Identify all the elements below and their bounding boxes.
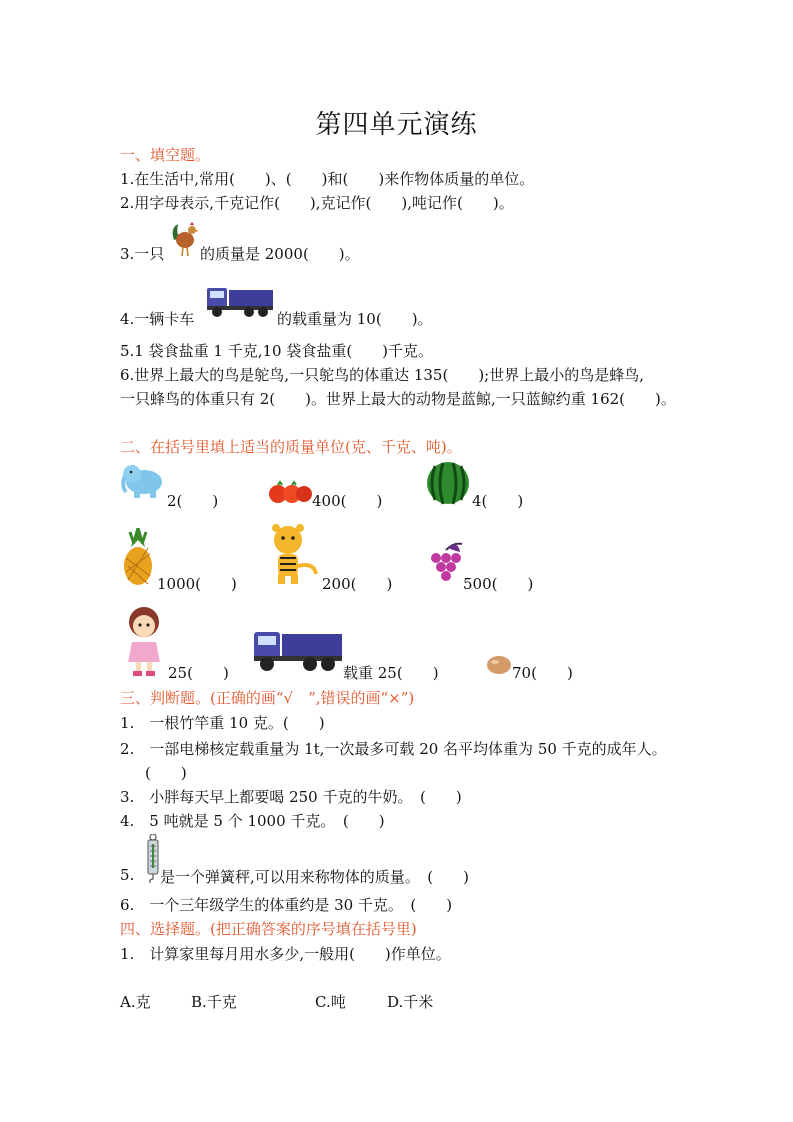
s4-question-1: 1. 计算家里每月用水多少,一般用( )作单位。 bbox=[120, 945, 451, 963]
rooster-image bbox=[168, 220, 200, 258]
girl-image bbox=[120, 604, 168, 678]
s3-question-2-line2: ( ) bbox=[145, 764, 187, 782]
s4-option-a: A.克 bbox=[120, 993, 151, 1011]
s3-question-5-suffix: 是一个弹簧秤,可以用来称物体的质量。 ( ) bbox=[160, 868, 469, 886]
s1-question-6-line2: 一只蜂鸟的体重只有 2( )。世界上最大的动物是蓝鲸,一只蓝鲸约重 162( )。 bbox=[120, 390, 676, 408]
tomatoes-image bbox=[268, 478, 312, 506]
spring-scale-image bbox=[145, 834, 161, 884]
truck-image bbox=[205, 280, 275, 318]
s3-question-3: 3. 小胖每天早上都要喝 250 千克的牛奶。 ( ) bbox=[120, 788, 462, 806]
s1-question-6-line1: 6.世界上最大的鸟是鸵鸟,一只鸵鸟的体重达 135( );世界上最小的鸟是蜂鸟, bbox=[120, 366, 645, 384]
watermelon-image bbox=[425, 460, 471, 506]
s3-question-5-prefix: 5. bbox=[120, 866, 135, 884]
s2-item-grapes: 500( ) bbox=[463, 575, 534, 593]
s2-item-watermelon: 4( ) bbox=[472, 492, 524, 510]
elephant-image bbox=[120, 460, 166, 500]
s1-question-4-prefix: 4.一辆卡车 bbox=[120, 310, 195, 328]
s1-question-4-suffix: 的载重量为 10( )。 bbox=[277, 310, 433, 328]
s4-option-c: C.吨 bbox=[315, 993, 346, 1011]
s1-question-1: 1.在生活中,常用( )、( )和( )来作物体质量的单位。 bbox=[120, 170, 535, 188]
s3-question-2-line1: 2. 一部电梯核定载重量为 1t,一次最多可载 20 名平均体重为 50 千克的成年人。 bbox=[120, 740, 667, 758]
s2-item-pineapple: 1000( ) bbox=[157, 575, 237, 593]
s2-item-tiger: 200( ) bbox=[322, 575, 393, 593]
section-4-heading: 四、选择题。(把正确答案的序号填在括号里) bbox=[120, 920, 417, 938]
grapes-image bbox=[428, 540, 464, 584]
s1-question-5: 5.1 袋食盐重 1 千克,10 袋食盐重( )千克。 bbox=[120, 342, 434, 360]
section-3-heading: 三、判断题。(正确的画“√ ”,错误的画“×”) bbox=[120, 689, 415, 707]
s2-item-truck: 载重 25( ) bbox=[343, 664, 439, 682]
s2-item-girl: 25( ) bbox=[168, 664, 229, 682]
s1-question-3-suffix: 的质量是 2000( )。 bbox=[200, 245, 360, 263]
section-2-heading: 二、在括号里填上适当的质量单位(克、千克、吨)。 bbox=[120, 438, 462, 456]
truck-image-2 bbox=[252, 622, 344, 672]
s4-option-b: B.千克 bbox=[191, 993, 237, 1011]
s2-item-tomatoes: 400( ) bbox=[312, 492, 383, 510]
s3-question-6: 6. 一个三年级学生的体重约是 30 千克。 ( ) bbox=[120, 896, 453, 914]
s4-option-d: D.千米 bbox=[387, 993, 434, 1011]
section-1-heading: 一、填空题。 bbox=[120, 146, 211, 164]
tiger-image bbox=[258, 522, 322, 586]
s3-question-1: 1. 一根竹竿重 10 克。( ) bbox=[120, 714, 325, 732]
s1-question-3-prefix: 3.一只 bbox=[120, 245, 165, 263]
s2-item-egg: 70( ) bbox=[512, 664, 573, 682]
s1-question-2: 2.用字母表示,千克记作( ),克记作( ),吨记作( )。 bbox=[120, 194, 514, 212]
egg-image bbox=[486, 655, 512, 675]
s2-item-elephant: 2( ) bbox=[167, 492, 219, 510]
s3-question-4: 4. 5 吨就是 5 个 1000 千克。 ( ) bbox=[120, 812, 385, 830]
pineapple-image bbox=[120, 528, 156, 586]
page-title: 第四单元演练 bbox=[315, 110, 478, 140]
